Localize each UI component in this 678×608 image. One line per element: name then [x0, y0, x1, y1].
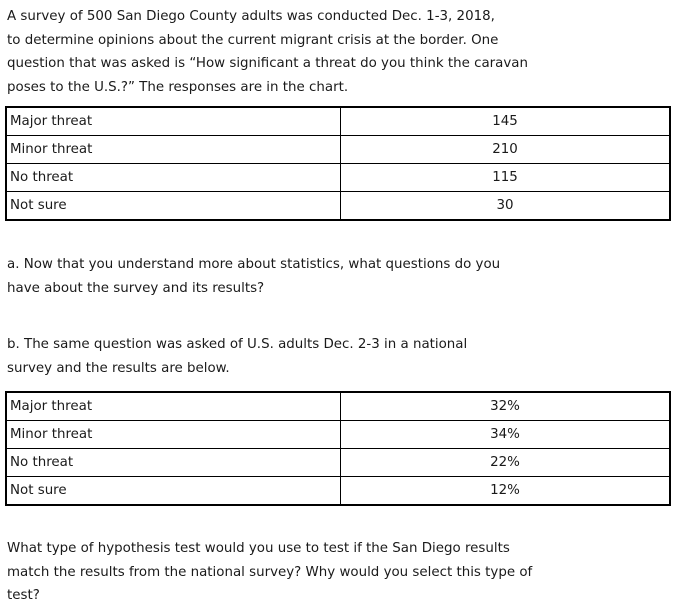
table-row — [7, 477, 670, 505]
response-count: 210 — [341, 136, 670, 164]
final-question-line: match the results from the national survey? Why would you select this type of — [7, 564, 533, 580]
question-a-line: have about the survey and its results? — [7, 280, 265, 296]
national-results-table — [6, 392, 670, 505]
table-row — [7, 421, 670, 449]
question-b-line: b. The same question was asked of U.S. adults Dec. 2-3 in a national — [7, 337, 468, 352]
response-label: Not sure — [7, 477, 341, 505]
san-diego-results-table — [6, 107, 670, 220]
response-label: Major threat — [7, 108, 341, 136]
response-label: No threat — [7, 449, 341, 477]
question-b-line: survey and the results are below. — [7, 360, 230, 376]
final-question-line: test? — [7, 588, 40, 603]
intro-line: question that was asked is “How significant a threat do you think the caravan — [7, 56, 529, 71]
table-row — [7, 449, 670, 477]
response-percent: 22% — [341, 449, 670, 477]
response-label: Minor threat — [7, 136, 341, 164]
response-label: Minor threat — [7, 421, 341, 449]
intro-paragraph — [7, 5, 528, 99]
response-percent: 34% — [341, 421, 670, 449]
table-row — [7, 164, 670, 192]
intro-line: poses to the U.S.?” The responses are in the chart. — [7, 79, 349, 95]
response-count: 115 — [341, 164, 670, 192]
response-count: 145 — [341, 108, 670, 136]
response-percent: 12% — [341, 477, 670, 505]
final-question-line: What type of hypothesis test would you use to test if the San Diego results — [7, 541, 510, 556]
response-percent: 32% — [341, 393, 670, 421]
response-label: No threat — [7, 164, 341, 192]
table-row — [7, 108, 670, 136]
table-row — [7, 393, 670, 421]
question-a — [7, 253, 500, 300]
question-b — [7, 333, 467, 380]
response-label: Major threat — [7, 393, 341, 421]
intro-line: A survey of 500 San Diego County adults was conducted Dec. 1-3, 2018, — [7, 9, 495, 24]
response-count: 30 — [341, 192, 670, 220]
response-label: Not sure — [7, 192, 341, 220]
table-row — [7, 136, 670, 164]
intro-line: to determine opinions about the current migrant crisis at the border. One — [7, 32, 499, 48]
table-row — [7, 192, 670, 220]
final-question — [7, 537, 532, 608]
question-a-line: a. Now that you understand more about statistics, what questions do you — [7, 257, 501, 272]
